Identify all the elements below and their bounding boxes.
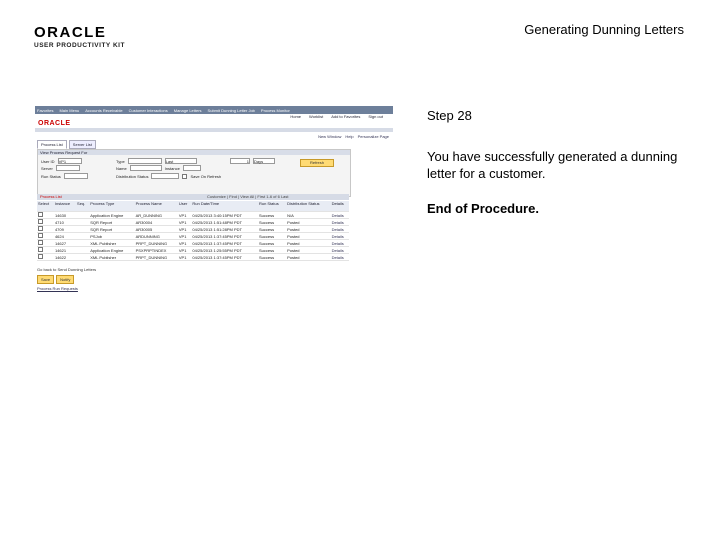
details-link[interactable]: Details xyxy=(331,233,349,240)
col-seq: Seq. xyxy=(76,201,89,212)
run-status-row xyxy=(41,173,88,179)
dist-cell: Posted xyxy=(286,240,330,247)
user-id-field[interactable]: VP1 xyxy=(58,158,82,164)
details-link[interactable]: Details xyxy=(331,226,349,233)
details-link[interactable]: Details xyxy=(331,240,349,247)
col-process-name: Process Name xyxy=(135,201,178,212)
nav-item[interactable]: Main Menu xyxy=(59,107,80,113)
user-cell: VP1 xyxy=(178,212,191,219)
tab-server-list[interactable]: Server List xyxy=(69,140,96,149)
row-select-checkbox[interactable] xyxy=(38,212,43,217)
refresh-button[interactable]: Refresh xyxy=(300,159,334,167)
col-select: Select xyxy=(37,201,54,212)
row-select-checkbox[interactable] xyxy=(38,240,43,245)
date-cell: 04/25/2013 1:51:48PM PDT xyxy=(191,219,258,226)
instance-cell: 4710 xyxy=(54,219,76,226)
user-cell: VP1 xyxy=(178,240,191,247)
details-link[interactable]: Details xyxy=(331,247,349,254)
row-select-checkbox[interactable] xyxy=(38,219,43,224)
table-row xyxy=(37,226,349,233)
name-cell: AR30005 xyxy=(135,226,178,233)
dist-cell: Posted xyxy=(286,254,330,261)
oracle-upk-logo xyxy=(34,24,125,49)
run-status-label: Run Status xyxy=(41,173,61,179)
seq-cell xyxy=(76,233,89,240)
col-run-date: Run Date/Time xyxy=(191,201,258,212)
days-unit-select[interactable]: Days xyxy=(253,158,275,164)
save-button[interactable]: Save xyxy=(37,275,54,284)
button-row xyxy=(37,275,74,284)
instance-cell: 14621 xyxy=(54,247,76,254)
document-title: Generating Dunning Letters xyxy=(524,22,684,37)
details-link[interactable]: Details xyxy=(331,254,349,261)
user-cell: VP1 xyxy=(178,226,191,233)
user-cell: VP1 xyxy=(178,219,191,226)
col-user: User xyxy=(178,201,191,212)
table-row xyxy=(37,254,349,261)
nav-item[interactable]: Process Monitor xyxy=(260,107,290,113)
type-cell: XML Publisher xyxy=(89,240,134,247)
table-row xyxy=(37,219,349,226)
last-select[interactable]: Last xyxy=(165,158,197,164)
dist-cell: N/A xyxy=(286,212,330,219)
grid-navigation[interactable]: Customize | Find | View All | First 1-6 of 6 Last xyxy=(207,194,289,199)
brand-logo: ORACLE xyxy=(38,120,71,127)
status-cell: Success xyxy=(258,240,286,247)
days-field[interactable]: 1 xyxy=(230,158,250,164)
nav-item[interactable]: Favorites xyxy=(37,107,54,113)
user-id-label: User ID xyxy=(41,158,55,164)
instance-cell: 14630 xyxy=(54,212,76,219)
instance-field[interactable] xyxy=(183,165,201,171)
status-cell: Success xyxy=(258,233,286,240)
dist-cell: Posted xyxy=(286,233,330,240)
server-select[interactable] xyxy=(56,165,80,171)
server-row xyxy=(41,165,80,171)
user-cell: VP1 xyxy=(178,254,191,261)
type-cell: Application Engine xyxy=(89,212,134,219)
date-cell: 04/25/2013 1:51:28PM PDT xyxy=(191,226,258,233)
name-field[interactable] xyxy=(130,165,162,171)
tab-process-list[interactable]: Process List xyxy=(37,140,67,149)
step-message: You have successfully generated a dunning letter for a customer. xyxy=(427,149,678,181)
instance-cell: 4709 xyxy=(54,226,76,233)
seq-cell xyxy=(76,240,89,247)
name-cell: PRPT_DUNNING xyxy=(135,240,178,247)
instance-cell: 4624 xyxy=(54,233,76,240)
type-cell: SQR Report xyxy=(89,226,134,233)
nav-item[interactable]: Customer Interactions xyxy=(128,107,168,113)
name-cell: AR30004 xyxy=(135,219,178,226)
name-cell: ARDUNNING xyxy=(135,233,178,240)
sub-navigation xyxy=(35,114,393,120)
col-instance: Instance xyxy=(54,201,76,212)
save-on-refresh-label: Save On Refresh xyxy=(190,173,222,179)
header-divider xyxy=(35,128,393,132)
type-row xyxy=(116,158,197,164)
seq-cell xyxy=(76,212,89,219)
criteria-title: View Process Request For xyxy=(38,150,350,155)
table-row xyxy=(37,233,349,240)
step-number: Step 28 xyxy=(427,108,472,123)
signout-link[interactable]: Sign out xyxy=(368,114,383,119)
date-cell: 04/25/2013 1:37:45PM PDT xyxy=(191,240,258,247)
process-monitor-screenshot xyxy=(35,106,393,302)
nav-item[interactable]: Manage Letters xyxy=(173,107,202,113)
row-select-checkbox[interactable] xyxy=(38,226,43,231)
personalize-link[interactable]: Personalize Page xyxy=(357,134,389,139)
instance-label: Instance xyxy=(164,165,180,171)
logo-text: ORACLE xyxy=(34,24,107,41)
save-on-refresh-checkbox[interactable] xyxy=(182,174,187,179)
type-cell: XML Publisher xyxy=(89,254,134,261)
col-process-type: Process Type xyxy=(89,201,134,212)
dist-cell: Posted xyxy=(286,226,330,233)
user-cell: VP1 xyxy=(178,233,191,240)
seq-cell xyxy=(76,254,89,261)
date-cell: 04/25/2013 1:37:45PM PDT xyxy=(191,254,258,261)
end-of-procedure: End of Procedure. xyxy=(427,201,539,216)
type-select[interactable] xyxy=(128,158,162,164)
process-list-header xyxy=(37,194,349,200)
instance-cell: 14622 xyxy=(54,254,76,261)
new-window-link[interactable]: New Window xyxy=(318,134,342,139)
details-link[interactable]: Details xyxy=(331,219,349,226)
nav-item[interactable]: Submit Dunning Letter Job xyxy=(207,107,255,113)
user-cell: VP1 xyxy=(178,247,191,254)
dist-status-select[interactable] xyxy=(151,173,179,179)
status-cell: Success xyxy=(258,254,286,261)
favorites-link[interactable]: Add to Favorites xyxy=(331,114,361,119)
name-label: Name xyxy=(116,165,127,171)
type-cell: Application Engine xyxy=(89,247,134,254)
seq-cell xyxy=(76,219,89,226)
name-cell: AR_DUNNING xyxy=(135,212,178,219)
dist-status-row xyxy=(116,173,221,179)
nav-item[interactable]: Accounts Receivable xyxy=(85,107,123,113)
status-cell: Success xyxy=(258,219,286,226)
server-label: Server xyxy=(41,165,53,171)
name-row xyxy=(116,165,201,171)
help-link[interactable]: Help xyxy=(345,134,354,139)
status-cell: Success xyxy=(258,226,286,233)
type-cell: PSJob xyxy=(89,233,134,240)
tab-bar xyxy=(37,140,96,149)
logo-subtitle: USER PRODUCTIVITY KIT xyxy=(34,42,125,49)
type-label: Type xyxy=(116,158,125,164)
row-select-checkbox[interactable] xyxy=(38,254,43,259)
table-header-row xyxy=(37,201,349,212)
instance-cell: 14627 xyxy=(54,240,76,247)
seq-cell xyxy=(76,247,89,254)
table-row xyxy=(37,240,349,247)
date-cell: 04/25/2013 1:37:45PM PDT xyxy=(191,233,258,240)
top-navigation xyxy=(35,106,393,114)
process-list-title: Process List xyxy=(40,194,62,199)
status-cell: Success xyxy=(258,247,286,254)
dist-cell: Posted xyxy=(286,247,330,254)
type-cell: SQR Report xyxy=(89,219,134,226)
worklist-link[interactable]: Worklist xyxy=(309,114,324,119)
run-status-select[interactable] xyxy=(64,173,88,179)
go-back-link[interactable]: Go back to Send Dunning Letters xyxy=(37,267,97,272)
process-list-table xyxy=(37,201,349,261)
criteria-panel xyxy=(37,149,351,197)
dist-status-label: Distribution Status xyxy=(116,173,149,179)
col-run-status: Run Status xyxy=(258,201,286,212)
process-requests-link[interactable]: Process Run Requests xyxy=(37,286,78,291)
table-row xyxy=(37,212,349,219)
name-cell: PRPT_DUNNING xyxy=(135,254,178,261)
days-row xyxy=(230,158,275,164)
date-cell: 04/25/2013 3:40:15PM PDT xyxy=(191,212,258,219)
row-select-checkbox[interactable] xyxy=(38,247,43,252)
date-cell: 04/25/2013 1:25:55PM PDT xyxy=(191,247,258,254)
table-row xyxy=(37,247,349,254)
details-link[interactable]: Details xyxy=(331,212,349,219)
user-id-row xyxy=(41,158,82,164)
name-cell: PSXPRPTINDEX xyxy=(135,247,178,254)
status-cell: Success xyxy=(258,212,286,219)
seq-cell xyxy=(76,226,89,233)
notify-button[interactable]: Notify xyxy=(56,275,74,284)
col-dist-status: Distribution Status xyxy=(286,201,330,212)
dist-cell: Posted xyxy=(286,219,330,226)
page-links xyxy=(318,134,389,139)
col-details: Details xyxy=(331,201,349,212)
row-select-checkbox[interactable] xyxy=(38,233,43,238)
home-link[interactable]: Home xyxy=(290,114,302,119)
